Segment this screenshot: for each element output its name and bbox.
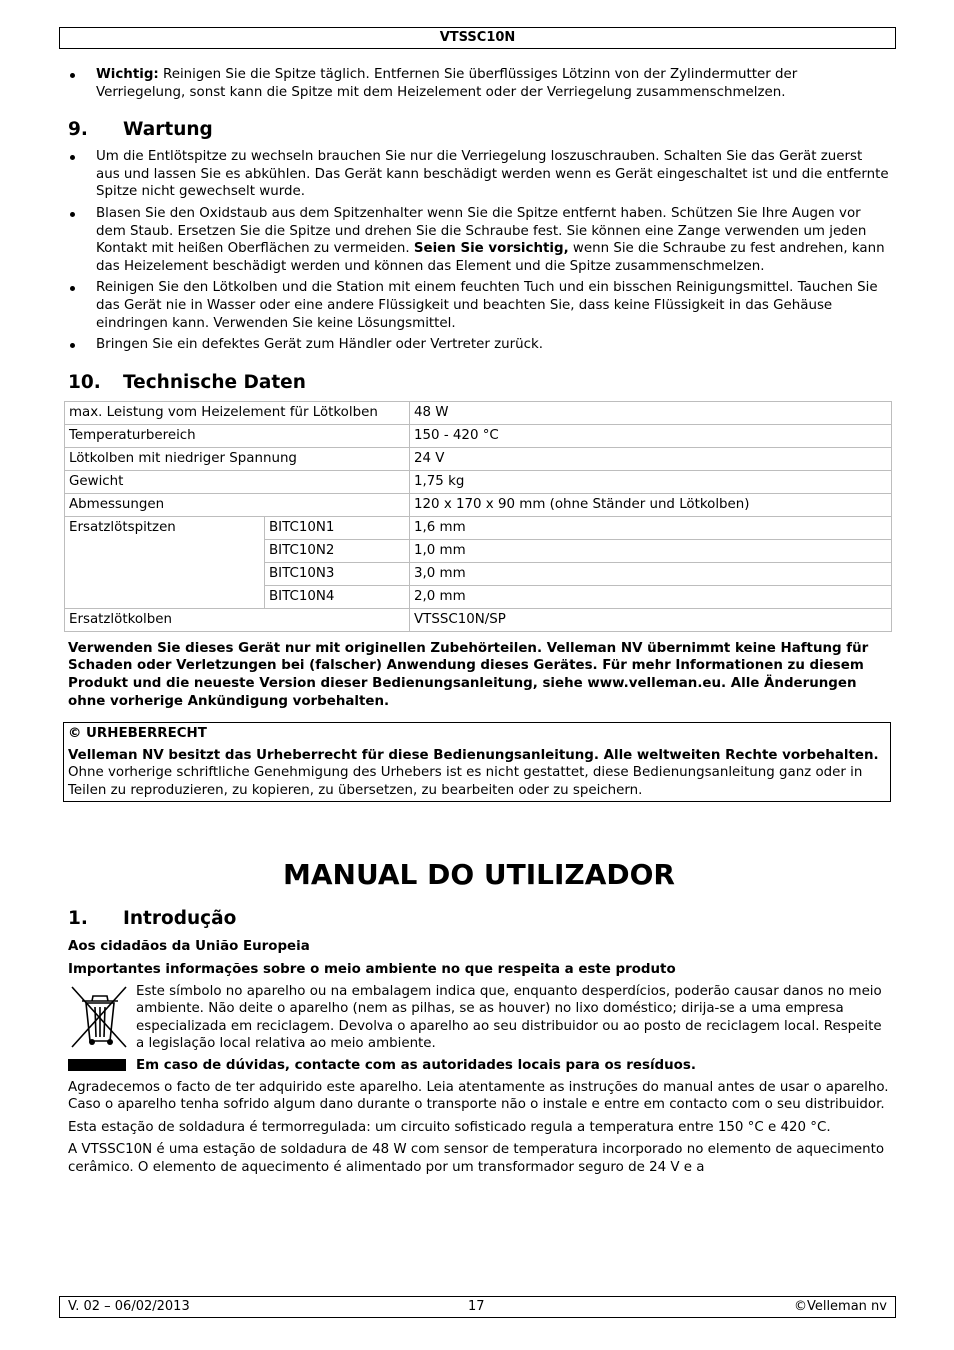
bullet-text: Blasen Sie den Oxidstaub aus dem Spitzenhalter wenn Sie die Spitze entfernt haben. Schützen Sie Ihre Augen vor dem Staub. Ersetzen Sie die Spitze und drehen Sie die Schraube fest. Sie können eine Zange verwenden um jeden Kontakt mit heißen Oberflächen zu vermeiden. [96, 205, 867, 257]
tip-code: BITC10N2 [265, 539, 410, 562]
table-row [65, 447, 892, 470]
table-row [65, 493, 892, 516]
section-title: Technische Daten [123, 371, 306, 393]
table-row [65, 401, 892, 424]
spec-label: Lötkolben mit niedriger Spannung [65, 447, 410, 470]
weee-text: Este símbolo no aparelho ou na embalagem indica que, enquanto desperdícios, poderão causar danos no meio ambiente. Não deite o aparelho (nem as pilhas, se as houver) no lixo doméstico; dirija-se a uma empresa especializada em reciclagem. Devolva o aparelho ao seu distribuidor ou ao posto de reciclagem local. Respeite a legislação local relativa ao meio ambiente. [136, 983, 882, 1052]
list-item [68, 205, 890, 275]
doubt-note [68, 1057, 890, 1075]
bullet-text: wenn Sie die Schraube zu fest andrehen, kann das Heizelement beschädigt werden und können das Element und die Spitze zusammenschmelzen. [96, 241, 885, 274]
section-title: Introdução [123, 908, 237, 930]
crossed-bin-icon [68, 983, 130, 1049]
page-header [59, 27, 896, 49]
spec-value: 150 - 420 °C [410, 424, 892, 447]
copyright-text [68, 747, 886, 800]
tip-code: BITC10N4 [265, 585, 410, 608]
eu-citizens-heading: Aos cidadãos da União Europeia [68, 939, 310, 955]
manual-title: MANUAL DO UTILIZADOR [283, 858, 675, 892]
black-bar [68, 1059, 126, 1071]
page-footer [59, 1296, 896, 1318]
list-item: Bringen Sie ein defektes Gerät zum Händler oder Vertreter zurück. [68, 336, 890, 354]
section-title: Wartung [123, 119, 213, 141]
section-number: 9. [68, 119, 88, 141]
footer-company: ©Velleman nv [793, 1299, 887, 1314]
footer-version: V. 02 – 06/02/2013 [68, 1299, 190, 1314]
header-title: VTSSC10N [439, 30, 516, 45]
table-row [65, 608, 892, 631]
copyright-box [63, 722, 891, 802]
table-row [65, 424, 892, 447]
footer-page-number: 17 [468, 1299, 485, 1314]
spec-label: Ersatzlötkolben [65, 608, 410, 631]
tip-value: 1,0 mm [410, 539, 892, 562]
spec-value: VTSSC10N/SP [410, 608, 892, 631]
spec-value: 24 V [410, 447, 892, 470]
paragraph: A VTSSC10N é uma estação de soldadura de 48 W com sensor de temperatura incorporado no elemento de aquecimento cerâmico. O elemento de aquecimento é alimentado por um transformador seguro de 24 V e a [68, 1142, 885, 1175]
tip-code: BITC10N3 [265, 562, 410, 585]
spec-label: Gewicht [65, 470, 410, 493]
environment-heading: Importantes informações sobre o meio ambiente no que respeita a este produto [68, 962, 676, 978]
spec-label: Abmessungen [65, 493, 410, 516]
section-number: 10. [68, 371, 101, 393]
spec-label: Ersatzlötspitzen [65, 516, 265, 608]
bullet-bold: Seien Sie vorsichtig, [413, 241, 569, 257]
section-heading-technische-daten [68, 372, 890, 394]
section-number: 1. [68, 908, 88, 930]
maintenance-bullet-list [68, 148, 890, 354]
paragraph: Agradecemos o facto de ter adquirido este aparelho. Leia atentamente as instruções do manual antes de usar o aparelho. Caso o aparelho tenha sofrido algum dano durante o transporte não o instale e entre em contacto com o seu distribuidor. [68, 1079, 889, 1113]
usage-notice: Verwenden Sie dieses Gerät nur mit originellen Zubehörteilen. Velleman NV übernimmt keine Haftung für Schaden oder Verletzungen bei (falscher) Anwendung dieses Gerätes. Für mehr Informationen zu diesem Produkt und die neueste Version dieser Bedienungsanleitung, siehe www.velleman.eu. Alle Änderungen ohne vorherige Ankündigung vorbehalten. [68, 640, 869, 709]
spec-value: 1,75 kg [410, 470, 892, 493]
page-content [68, 66, 890, 1177]
table-row [65, 516, 892, 539]
spec-value: 120 x 170 x 90 mm (ohne Ständer und Lötkolben) [410, 493, 892, 516]
spec-table [64, 401, 892, 632]
intro-bullet-list [68, 66, 890, 101]
tip-value: 1,6 mm [410, 516, 892, 539]
section-heading-wartung [68, 119, 890, 141]
tip-value: 3,0 mm [410, 562, 892, 585]
bullet-text: Reinigen Sie die Spitze täglich. Entfernen Sie überflüssiges Lötzinn von der Zylindermutter der Verriegelung, sonst kann die Spitze mit dem Heizelement oder der Verriegelung zusammenschmelzen. [96, 67, 798, 100]
table-row [65, 470, 892, 493]
bullet-label: Wichtig: [96, 67, 159, 82]
list-item: Reinigen Sie den Lötkolben und die Station mit einem feuchten Tuch und ein bisschen Reinigungsmittel. Tauchen Sie das Gerät nie in Wasser oder eine andere Flüssigkeit und beachten Sie, dass keine Flüssigkeit in das Gehäuse eindringen kann. Verwenden Sie keine Lösungsmittel. [68, 279, 890, 332]
copyright-bold: Velleman NV besitzt das Urheberrecht für diese Bedienungsanleitung. Alle weltweiten Rechte vorbehalten. [68, 747, 879, 763]
doubt-text: Em caso de dúvidas, contacte com as autoridades locais para os resíduos. [136, 1058, 696, 1074]
weee-block [68, 983, 890, 1053]
spec-label: Temperaturbereich [65, 424, 410, 447]
list-item [68, 66, 890, 101]
list-item: Um die Entlötspitze zu wechseln brauchen Sie nur die Verriegelung loszuschrauben. Schalten Sie das Gerät zuerst aus und lassen Sie es abkühlen. Das Gerät kann beschädigt werden wenn es Gerät eingeschaltet ist und die entfernte Spitze nicht gewechselt wurde. [68, 148, 890, 201]
tip-value: 2,0 mm [410, 585, 892, 608]
copyright-heading: © URHEBERRECHT [68, 726, 207, 742]
tip-code: BITC10N1 [265, 516, 410, 539]
copyright-body: Ohne vorherige schriftliche Genehmigung des Urhebers ist es nicht gestattet, diese Bedienungsanleitung ganz oder in Teilen zu reproduzieren, zu kopieren, zu übersetzen, zu bearbeiten oder zu speichern. [68, 765, 863, 798]
spec-label: max. Leistung vom Heizelement für Lötkolben [65, 401, 410, 424]
section-heading-introducao [68, 908, 890, 930]
spec-value: 48 W [410, 401, 892, 424]
paragraph: Esta estação de soldadura é termorregulada: um circuito sofisticado regula a temperatura entre 150 °C e 420 °C. [68, 1119, 831, 1135]
